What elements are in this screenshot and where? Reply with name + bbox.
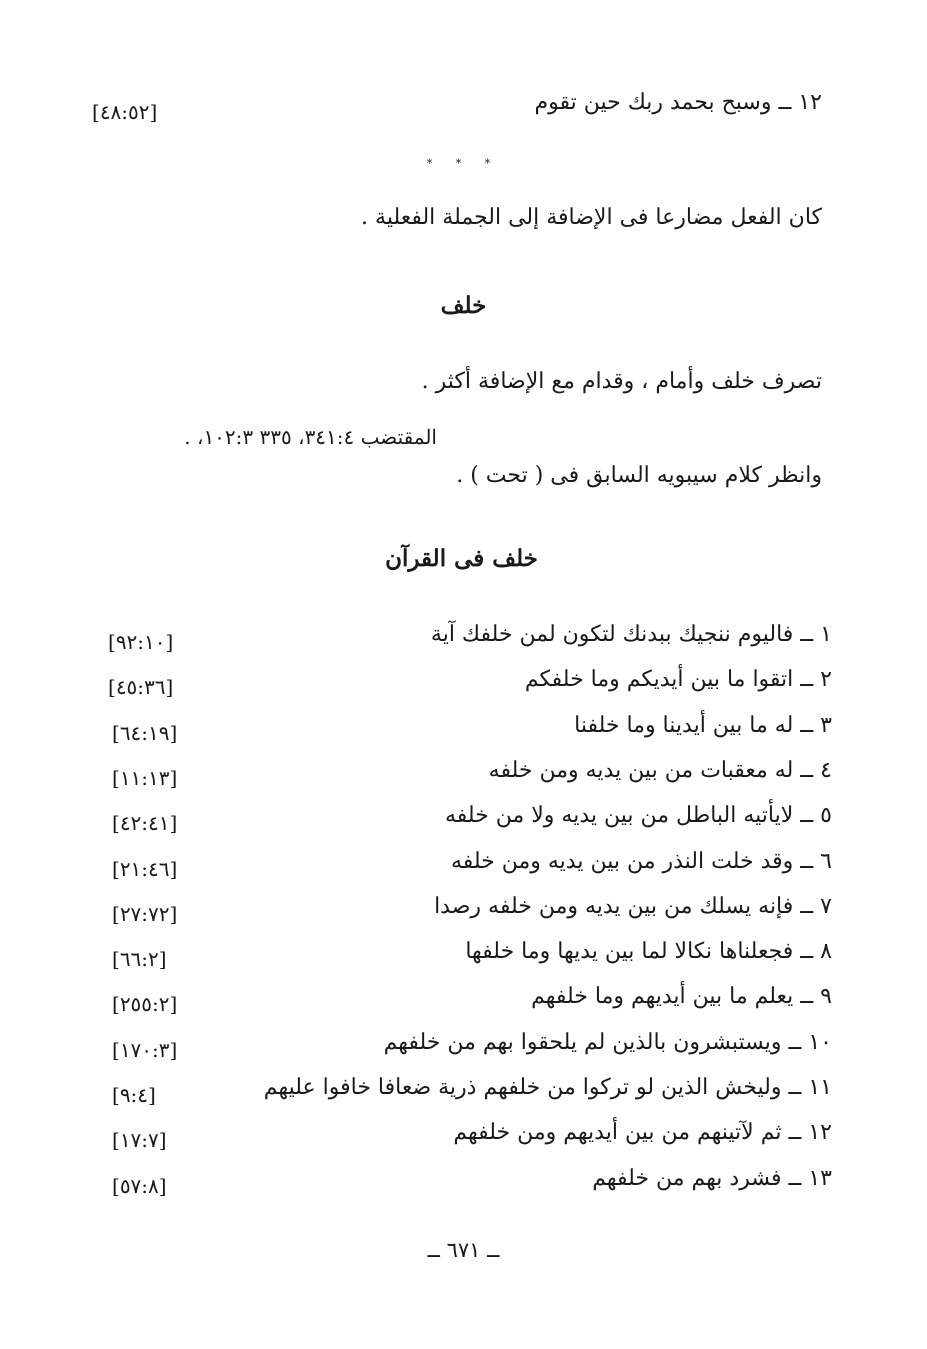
verse-reference: [١٧:٧]: [112, 1128, 167, 1152]
top-verse-text: ١٢ ــ وسبح بحمد ربك حين تقوم: [534, 90, 822, 115]
verse-text: ٣ ــ له ما بين أيدينا وما خلفنا: [574, 713, 832, 738]
verse-text: ٤ ــ له معقبات من بين يديه ومن خلفه: [488, 758, 832, 783]
verse-reference: [٢١:٤٦]: [112, 857, 178, 881]
verse-text: ١١ ــ وليخش الذين لو تركوا من خلفهم ذرية ضعافا خافوا عليهم: [263, 1075, 832, 1100]
verse-text: ١٣ ــ فشرد بهم من خلفهم: [592, 1166, 832, 1191]
verse-text: ٥ ــ لايأتيه الباطل من بين يديه ولا من خلفه: [444, 803, 832, 828]
verse-reference: [١١:١٣]: [112, 766, 178, 790]
verse-text: ١٢ ــ ثم لآتينهم من بين أيديهم ومن خلفهم: [453, 1120, 832, 1145]
top-verse-reference: [٤٨:٥٢]: [92, 100, 158, 124]
verse-reference: [١٧٠:٣]: [112, 1038, 178, 1062]
verse-text: ٨ ــ فجعلناها نكالا لما بين يديها وما خلفها: [465, 939, 832, 964]
verse-text: ١ ــ فاليوم ننجيك ببدنك لتكون لمن خلفك آية: [430, 622, 832, 647]
verse-reference: [٦٦:٢]: [112, 947, 167, 971]
verse-text: ٩ ــ يعلم ما بين أيديهم وما خلفهم: [531, 984, 832, 1009]
verse-reference: [٦٤:١٩]: [112, 721, 178, 745]
heading-khalf: خلف: [440, 292, 487, 319]
verse-reference: [٢٥٥:٢]: [112, 992, 178, 1016]
verse-text: ٢ ــ اتقوا ما بين أيديكم وما خلفكم: [524, 667, 832, 692]
verse-reference: [٩:٤]: [112, 1083, 156, 1107]
verse-reference: [٢٧:٧٢]: [112, 902, 178, 926]
intro-line: كان الفعل مضارعا فى الإضافة إلى الجملة الفعلية .: [361, 205, 822, 230]
page-number: ــ ٦٧١ ــ: [427, 1238, 500, 1262]
verse-text: ٦ ــ وقد خلت النذر من بين يديه ومن خلفه: [450, 849, 832, 874]
reference-line: المقتضب ٣٤١:٤، ٣٣٥ ١٠٢:٣، .: [184, 425, 437, 449]
verse-reference: [٩٢:١٠]: [108, 630, 174, 654]
verse-text: ١٠ ــ ويستبشرون بالذين لم يلحقوا بهم من خلفهم: [383, 1030, 832, 1055]
verse-reference: [٥٧:٨]: [112, 1174, 167, 1198]
heading-khalf-in-quran: خلف فى القرآن: [385, 545, 538, 572]
verse-reference: [٤٥:٣٦]: [108, 675, 174, 699]
verse-reference: [٤٢:٤١]: [112, 811, 178, 835]
verse-text: ٧ ــ فإنه يسلك من بين يديه ومن خلفه رصدا: [434, 894, 832, 919]
paragraph-usage: تصرف خلف وأمام ، وقدام مع الإضافة أكثر .: [421, 369, 822, 394]
section-separator: * * *: [426, 157, 501, 170]
paragraph-see-also: وانظر كلام سيبويه السابق فى ( تحت ) .: [456, 463, 822, 488]
